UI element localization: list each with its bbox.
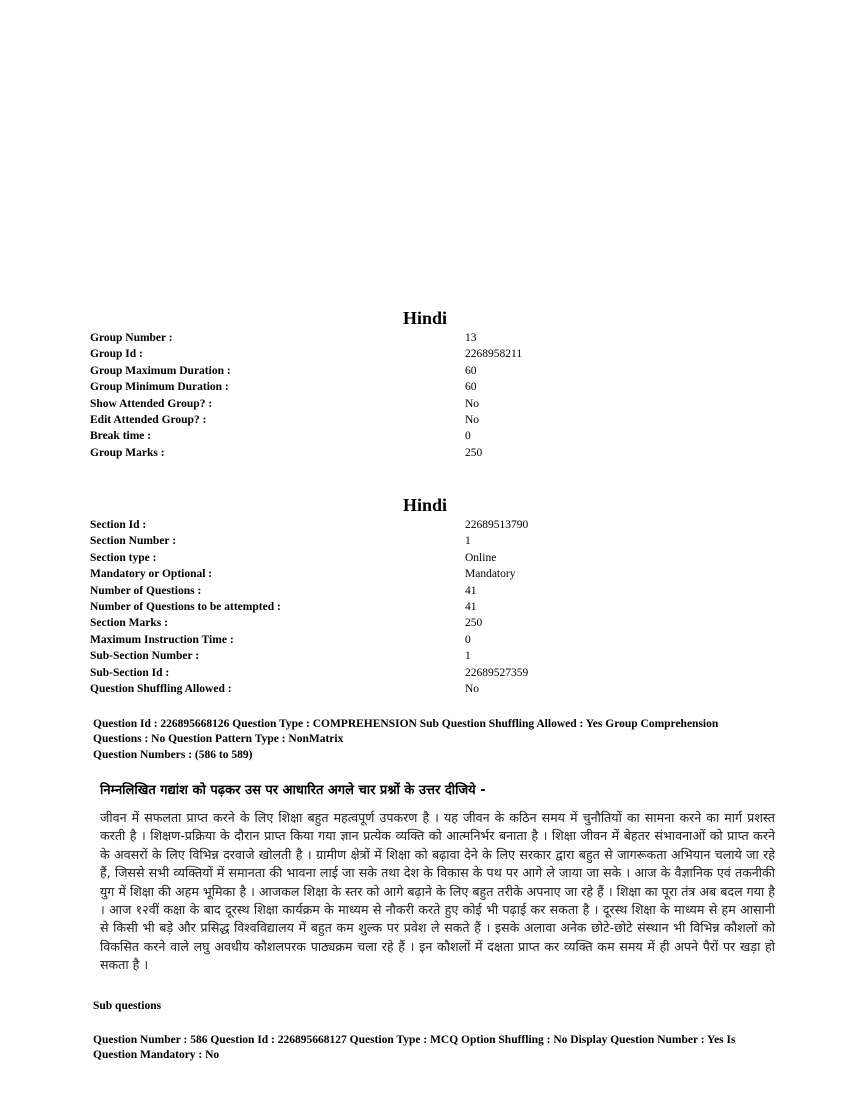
group-detail-label: Group Id : — [90, 348, 143, 361]
section-details-table — [90, 517, 790, 697]
section-detail-row — [90, 615, 790, 631]
section-detail-value: 41 — [465, 600, 477, 613]
sub-questions-heading: Sub questions — [93, 1000, 162, 1012]
section-detail-label: Number of Questions to be attempted : — [90, 600, 281, 613]
section-detail-value: Mandatory — [465, 568, 516, 581]
section-detail-value: Online — [465, 551, 497, 564]
section-detail-row — [90, 648, 790, 664]
sub-question-meta-line-2: Question Mandatory : No — [93, 1048, 220, 1061]
group-details-table — [90, 330, 790, 461]
group-detail-value: 0 — [465, 430, 471, 443]
question-meta — [93, 717, 773, 762]
section-detail-row — [90, 517, 790, 533]
section-detail-label: Sub-Section Number : — [90, 650, 200, 663]
group-detail-value: 60 — [465, 381, 477, 394]
sub-question-meta-line-1: Question Number : 586 Question Id : 226895668127 Question Type : MCQ Option Shuffling : No Display Question Number : Yes Is — [93, 1034, 736, 1046]
section-detail-label: Section Id : — [90, 519, 147, 531]
group-detail-row — [90, 396, 790, 412]
section-detail-row — [90, 632, 790, 648]
group-detail-row — [90, 363, 790, 379]
group-detail-value: No — [465, 413, 480, 426]
section-detail-label: Number of Questions : — [90, 584, 202, 597]
group-detail-row — [90, 379, 790, 395]
question-numbers: Question Numbers : (586 to 589) — [93, 748, 253, 761]
section-detail-row — [90, 566, 790, 582]
group-detail-row — [90, 330, 790, 346]
group-detail-label: Group Number : — [90, 332, 173, 344]
section-detail-label: Section Number : — [90, 535, 177, 548]
group-detail-value: 13 — [465, 332, 477, 344]
section-detail-label: Sub-Section Id : — [90, 666, 170, 679]
group-detail-value: No — [465, 397, 480, 410]
section-detail-row — [90, 599, 790, 615]
group-heading: Hindi — [402, 308, 448, 328]
section-detail-value: 1 — [465, 535, 471, 548]
group-detail-label: Edit Attended Group? : — [90, 413, 207, 426]
section-detail-value: 0 — [465, 633, 471, 646]
section-heading: Hindi — [402, 495, 448, 515]
section-detail-value: 41 — [465, 584, 477, 597]
group-detail-value: 60 — [465, 364, 477, 377]
passage-instruction: निम्नलिखित गद्यांश को पढ़कर उस पर आधारित अगले चार प्रश्नों के उत्तर दीजिये - — [100, 783, 486, 798]
group-detail-value: 2268958211 — [465, 348, 523, 361]
section-detail-row — [90, 583, 790, 599]
section-detail-label: Section type : — [90, 551, 157, 564]
section-detail-value: 1 — [465, 650, 471, 663]
section-detail-value: No — [465, 682, 480, 695]
section-detail-row — [90, 665, 790, 681]
group-detail-row — [90, 412, 790, 428]
comprehension-passage: जीवन में सफलता प्राप्त करने के लिए शिक्षा बहुत महत्वपूर्ण उपकरण है । यह जीवन के कठिन समय में चुनौतियों का सामना करने का मार्ग प्रशस्त करती है । शिक्षण-प्रक्रिया के दौरान प्राप्त किया गया ज्ञान प्रत्येक व्यक्ति को आत्मनिर्भर बनाता है । शिक्षा जीवन में बेहतर संभावनाओं को प्राप्त करने के अवसरों के लिए विभिन्न दरवाजे खोलती है । ग्रामीण क्षेत्रों में शिक्षा को बढ़ावा देने के लिए सरकार द्वारा बहुत से जागरूकता अभियान चलाये जा रहे हैं, जिससे सभी व्यक्तियों में समानता की भावना लाई जा सके तथा देश के विकास के पथ पर आगे ले जाया जा सके । आज के वैज्ञानिक एवं तकनीकी युग में शिक्षा की अहम भूमिका है । आजकल शिक्षा के स्तर को आगे बढ़ाने के लिए बहुत तरीके अपनाए जा रहे हैं । शिक्षा का पूरा तंत्र अब बदल गया है । आज १२वीं कक्षा के बाद दूरस्थ शिक्षा कार्यक्रम के माध्यम से नौकरी करते हुए कोई भी पढ़ाई कर सकता है । दूरस्थ शिक्षा के माध्यम से हम आसानी से किसी भी बड़े और प्रसिद्ध विश्वविद्यालय में बहुत कम शुल्क पर प्रवेश ले सकते हैं । इसके अलावा अनेक छोटे-छोटे संस्थान भी विभिन्न कौशलों को विकसित करने वाले लघु अवधीय कौशलपरक पाठ्यक्रम चला रहे हैं । इन कौशलों में दक्षता प्राप्त कर व्यक्ति कम समय में ही अपने पैरों पर खड़ा हो सकता है । — [100, 810, 775, 973]
section-detail-row — [90, 533, 790, 549]
section-detail-value: 22689527359 — [465, 666, 529, 679]
section-detail-value: 22689513790 — [465, 519, 529, 531]
section-detail-value: 250 — [465, 617, 483, 630]
group-detail-row — [90, 346, 790, 362]
group-detail-label: Break time : — [90, 430, 152, 443]
group-detail-label: Group Minimum Duration : — [90, 381, 229, 394]
question-meta-line-2: Questions : No Question Pattern Type : NonMatrix — [93, 732, 344, 745]
section-detail-label: Question Shuffling Allowed : — [90, 682, 232, 695]
section-detail-label: Section Marks : — [90, 617, 168, 630]
group-detail-label: Group Maximum Duration : — [90, 364, 231, 377]
sub-question-meta — [93, 1033, 773, 1062]
section-detail-label: Maximum Instruction Time : — [90, 633, 234, 646]
group-detail-row — [90, 445, 790, 461]
group-detail-value: 250 — [465, 446, 483, 459]
group-detail-label: Group Marks : — [90, 446, 165, 459]
section-detail-row — [90, 681, 790, 697]
group-detail-label: Show Attended Group? : — [90, 397, 213, 410]
question-meta-line-1: Question Id : 226895668126 Question Type : COMPREHENSION Sub Question Shuffling Allowed : Yes Group Comprehension — [93, 718, 719, 730]
section-detail-label: Mandatory or Optional : — [90, 568, 213, 581]
section-detail-row — [90, 550, 790, 566]
group-detail-row — [90, 428, 790, 444]
